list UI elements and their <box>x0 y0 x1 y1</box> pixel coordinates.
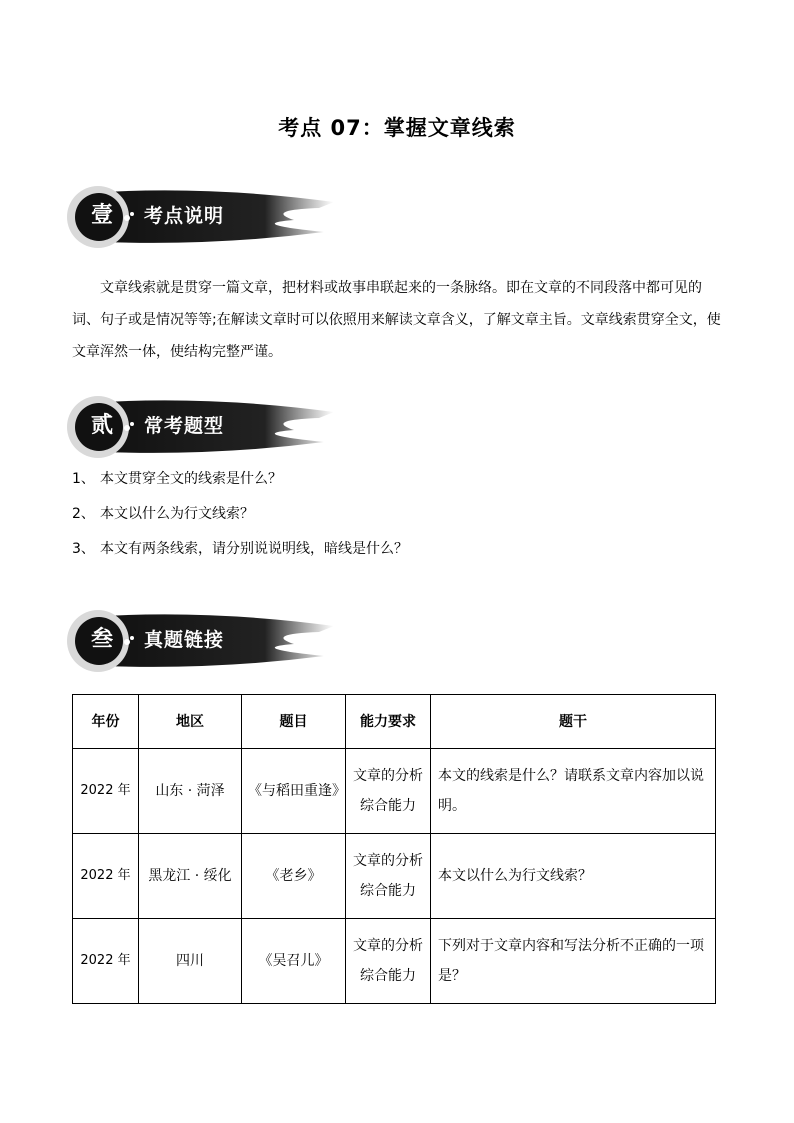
list-item <box>72 462 722 497</box>
cell-region: 四川 <box>139 919 242 1004</box>
question-text: 本文以什么为行文线索？ <box>100 506 254 522</box>
header-topic: 题目 <box>242 695 346 749</box>
section-number: 贰 <box>90 413 113 438</box>
question-list <box>72 462 722 567</box>
question-number: 2、 <box>72 506 95 522</box>
header-region: 地区 <box>139 695 242 749</box>
cell-year: 2022 年 <box>73 834 139 919</box>
cell-ability: 文章的分析综合能力 <box>346 749 431 834</box>
question-number: 1、 <box>72 471 95 487</box>
question-text: 本文有两条线索，请分别说说明线，暗线是什么？ <box>100 541 408 557</box>
section-heading: 考点说明 <box>144 205 225 227</box>
cell-region: 山东 · 菏泽 <box>139 749 242 834</box>
table-header-row <box>73 695 716 749</box>
cell-year: 2022 年 <box>73 749 139 834</box>
header-ability: 能力要求 <box>346 695 431 749</box>
section-number: 叁 <box>90 627 113 652</box>
cell-topic: 《老乡》 <box>242 834 346 919</box>
explanation-paragraph: 文章线索就是贯穿一篇文章，把材料或故事串联起来的一条脉络。即在文章的不同段落中都可见的词、句子或是情况等等;在解读文章时可以依照用来解读文章含义，了解文章主旨。文章线索贯穿全文，使文章浑然一体，使结构完整严谨。 <box>72 280 721 360</box>
question-text: 本文贯穿全文的线索是什么？ <box>100 471 282 487</box>
cell-stem: 下列对于文章内容和写法分析不正确的一项是？ <box>431 919 716 1004</box>
section-banner-exam-links <box>64 608 344 674</box>
section-heading: 常考题型 <box>144 415 225 437</box>
table-row <box>73 749 716 834</box>
cell-stem: 本文的线索是什么？请联系文章内容加以说明。 <box>431 749 716 834</box>
list-item <box>72 497 722 532</box>
list-item <box>72 532 722 567</box>
cell-region: 黑龙江 · 绥化 <box>139 834 242 919</box>
section-banner-question-types <box>64 394 344 460</box>
cell-year: 2022 年 <box>73 919 139 1004</box>
exam-links-table <box>72 694 716 1004</box>
cell-stem: 本文以什么为行文线索？ <box>431 834 716 919</box>
table-row <box>73 919 716 1004</box>
cell-ability: 文章的分析综合能力 <box>346 919 431 1004</box>
cell-topic: 《吴召儿》 <box>242 919 346 1004</box>
cell-ability: 文章的分析综合能力 <box>346 834 431 919</box>
header-stem: 题干 <box>431 695 716 749</box>
section-heading: 真题链接 <box>144 629 225 651</box>
question-number: 3、 <box>72 541 95 557</box>
section-banner-explanation <box>64 184 344 250</box>
page-title: 考点 07：掌握文章线索 <box>278 116 516 140</box>
section-number: 壹 <box>90 203 113 228</box>
table-row <box>73 834 716 919</box>
header-year: 年份 <box>73 695 139 749</box>
cell-topic: 《与稻田重逢》 <box>242 749 346 834</box>
